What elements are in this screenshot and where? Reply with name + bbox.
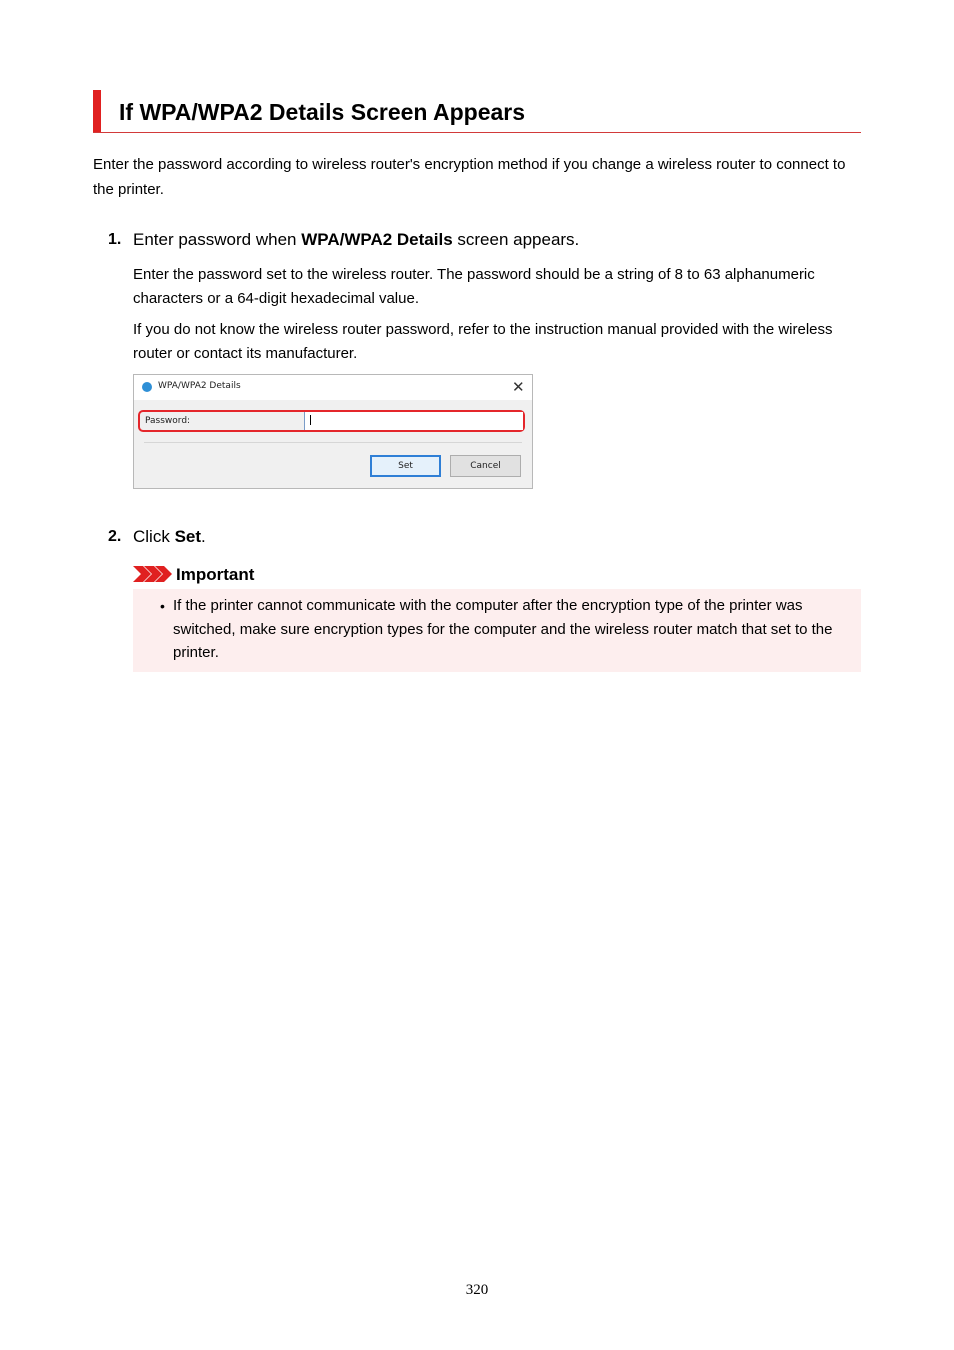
- important-item: If the printer cannot communicate with the computer after the encryption type of the printer was switched, make sure encryption types for the computer and the wireless router match that set to the printer.: [173, 597, 833, 661]
- step-1-paragraph-1: Enter the password set to the wireless router. The password should be a string of 8 to 63 alphanumeric characters or a 64-digit hexadecimal value.: [133, 266, 815, 307]
- network-icon: [142, 382, 152, 392]
- text-caret: [310, 415, 311, 425]
- important-box: [133, 589, 861, 672]
- heading-accent-bar: [93, 90, 101, 132]
- password-label: Password:: [145, 416, 191, 426]
- dialog-divider: [144, 442, 522, 443]
- wpa-details-dialog: [133, 374, 533, 489]
- cancel-button[interactable]: Cancel: [450, 455, 521, 477]
- section-heading: [93, 90, 861, 133]
- step-1-number: 1.: [108, 231, 122, 248]
- set-button[interactable]: Set: [370, 455, 441, 477]
- step-1-text-before: Enter password when: [133, 230, 302, 249]
- step-2-number: 2.: [108, 528, 122, 545]
- dialog-title: WPA/WPA2 Details: [158, 381, 241, 391]
- step-1-text-after: screen appears.: [452, 230, 580, 249]
- password-input[interactable]: [304, 412, 523, 430]
- bullet-icon: •: [160, 598, 165, 614]
- important-title: Important: [176, 565, 255, 584]
- close-icon[interactable]: ✕: [512, 378, 525, 396]
- intro-paragraph: Enter the password according to wireless router's encryption method if you change a wireless router to connect to the printer.: [93, 156, 846, 198]
- step-2-text-bold: Set: [174, 527, 202, 546]
- dialog-titlebar: [134, 375, 532, 400]
- important-chevrons-icon: [133, 566, 173, 582]
- password-field-highlight: [138, 410, 525, 432]
- step-2-text-before: Click: [133, 527, 175, 546]
- page-title: If WPA/WPA2 Details Screen Appears: [119, 99, 526, 125]
- step-1-text: [133, 229, 579, 251]
- step-2-text-after: .: [201, 527, 206, 546]
- page-number: 320: [465, 1282, 489, 1298]
- step-1-text-bold: WPA/WPA2 Details: [301, 230, 453, 249]
- step-2-text: [133, 526, 206, 548]
- step-1-paragraph-2: If you do not know the wireless router password, refer to the instruction manual provided with the wireless router or contact its manufacturer.: [133, 321, 833, 362]
